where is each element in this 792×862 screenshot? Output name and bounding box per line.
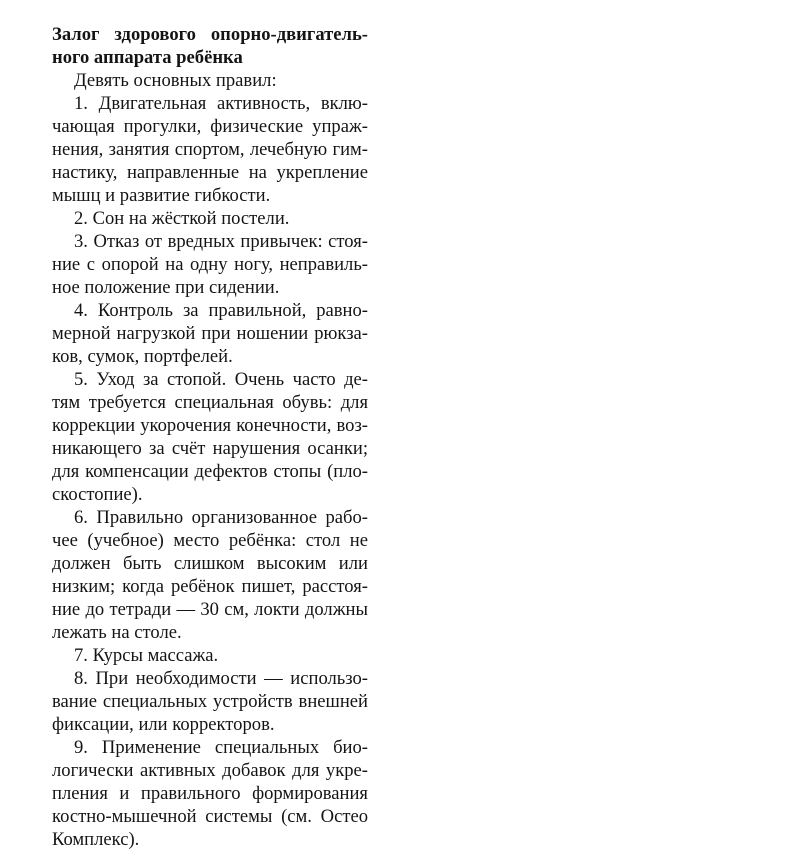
rule-5-line: для компенсации дефектов стопы (пло- (52, 461, 368, 482)
rule-5-line: скостопие). (52, 484, 143, 505)
rule-6-line: 6. Правильно организованное рабо- (74, 507, 368, 528)
rule-9-line: Комплекс). (52, 829, 140, 850)
heading-line: Залог здорового опорно-двигатель- (52, 24, 368, 45)
rule-5-line: 5. Уход за стопой. Очень часто де- (74, 369, 368, 390)
rule-6-line: низким; когда ребёнок пишет, расстоя- (52, 576, 368, 597)
rule-6-line: чее (учебное) место ребёнка: стол не (52, 530, 368, 551)
rule-5-line: коррекции укорочения конечности, воз- (52, 415, 368, 436)
rule-8-line: вание специальных устройств внешней (52, 691, 368, 712)
rule-1-line: 1. Двигательная активность, вклю- (74, 93, 368, 114)
rule-3-line: ное положение при сидении. (52, 277, 280, 298)
rule-1-line: настику, направленные на укрепление (52, 162, 368, 183)
rule-4-line: 4. Контроль за правильной, равно- (74, 300, 368, 321)
rule-9-line: пления и правильного формирования (52, 783, 368, 804)
rule-9-line: костно-мышечной системы (см. Остео (52, 806, 368, 827)
rule-3-line: ние с опорой на одну ногу, неправиль- (52, 254, 368, 275)
rule-1-line: чающая прогулки, физические упраж- (52, 116, 368, 137)
rule-7-line: 7. Курсы массажа. (74, 645, 219, 666)
rule-6-line: должен быть слишком высоким или (52, 553, 368, 574)
rule-9-line: 9. Применение специальных био- (74, 737, 368, 758)
rule-1-line: нения, занятия спортом, лечебную гим- (52, 139, 368, 160)
intro-text: Девять основных правил: (74, 70, 277, 91)
rule-3-line: 3. Отказ от вредных привычек: стоя- (74, 231, 368, 252)
rule-9-line: логически активных добавок для укре- (52, 760, 368, 781)
rule-5-line: тям требуется специальная обувь: для (52, 392, 368, 413)
rule-6-line: лежать на столе. (52, 622, 182, 643)
rule-8-line: фиксации, или корректоров. (52, 714, 275, 735)
rule-2-line: 2. Сон на жёсткой постели. (74, 208, 290, 229)
rule-8-line: 8. При необходимости — использо- (74, 668, 368, 689)
rule-5-line: никающего за счёт нарушения осанки; (52, 438, 368, 459)
heading-line: ного аппарата ребёнка (52, 47, 243, 68)
rule-4-line: ков, сумок, портфелей. (52, 346, 233, 367)
rule-4-line: мерной нагрузкой при ношении рюкза- (52, 323, 368, 344)
rule-6-line: ние до тетради — 30 см, локти должны (52, 599, 368, 620)
rule-1-line: мышц и развитие гибкости. (52, 185, 271, 206)
